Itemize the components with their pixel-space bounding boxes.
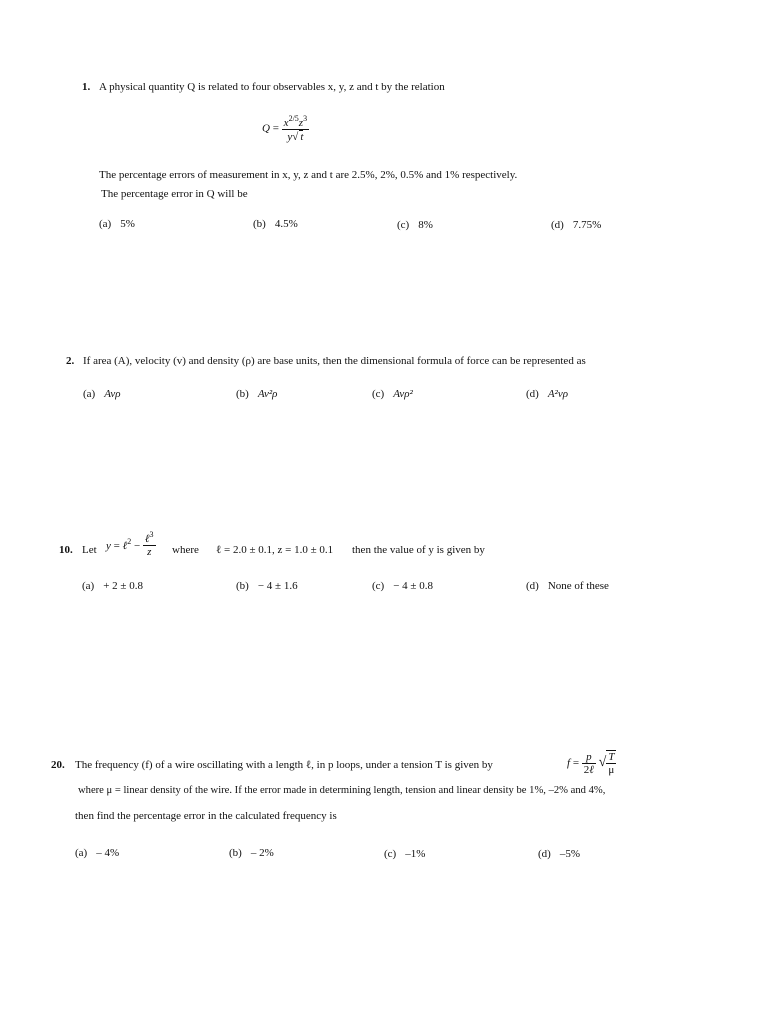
option-c[interactable] bbox=[372, 580, 433, 592]
formula-y: y = ℓ$^2$ − $\frac{\ell^3}{z}$ bbox=[106, 530, 154, 558]
option-a[interactable] bbox=[83, 388, 121, 400]
option-label: (b) bbox=[229, 847, 242, 859]
option-label: (d) bbox=[526, 580, 539, 592]
question-stem: The frequency (f) of a wire oscillating with a length ℓ, in p loops, under a tension T is given by bbox=[75, 759, 493, 771]
question-stem: If area (A), velocity (v) and density (ρ) are base units, then the dimensional formula of force can be represented as bbox=[83, 355, 586, 367]
option-label: (c) bbox=[384, 848, 397, 860]
option-text: 4.5% bbox=[274, 218, 298, 230]
option-label: (a) bbox=[99, 218, 112, 230]
option-text: A²vρ bbox=[547, 388, 569, 400]
option-text: Av²ρ bbox=[257, 388, 278, 400]
option-b[interactable] bbox=[229, 847, 274, 859]
option-a[interactable] bbox=[82, 580, 143, 592]
option-text: 5% bbox=[120, 218, 135, 230]
option-b[interactable] bbox=[253, 218, 298, 230]
question-stem-line3: The percentage error in Q will be bbox=[101, 188, 248, 200]
option-text: Avρ² bbox=[393, 388, 413, 400]
option-label: (c) bbox=[372, 388, 385, 400]
option-b[interactable] bbox=[236, 388, 277, 400]
option-label: (d) bbox=[551, 219, 564, 231]
question-stem-where: where bbox=[172, 544, 199, 556]
question-stem-line2: where μ = linear density of the wire. If the error made in determining length, tension and linear density be 1%, –2% and 4%, bbox=[78, 785, 606, 796]
option-label: (b) bbox=[253, 218, 266, 230]
question-number: 20. bbox=[51, 759, 65, 771]
option-text: + 2 ± 0.8 bbox=[103, 580, 143, 592]
question-stem-suffix: then the value of y is given by bbox=[352, 544, 485, 556]
option-text: − 4 ± 1.6 bbox=[257, 580, 298, 592]
option-label: (a) bbox=[75, 847, 88, 859]
option-label: (a) bbox=[83, 388, 96, 400]
option-text: − 4 ± 0.8 bbox=[393, 580, 433, 592]
formula-q: Q = $\frac{x^{2/5}z^3}{y√ t}$ bbox=[262, 114, 308, 143]
question-stem-prefix: Let bbox=[82, 544, 97, 556]
option-label: (d) bbox=[538, 848, 551, 860]
option-text: 8% bbox=[418, 219, 433, 231]
option-text: 7.75% bbox=[572, 219, 602, 231]
option-text: –5% bbox=[559, 848, 580, 860]
option-text: –1% bbox=[405, 848, 426, 860]
question-stem-line2: The percentage errors of measurement in x, y, z and t are 2.5%, 2%, 0.5% and 1% respectively. bbox=[99, 169, 518, 181]
option-text: – 2% bbox=[250, 847, 274, 859]
question-number: 10. bbox=[59, 544, 73, 556]
option-a[interactable] bbox=[75, 847, 119, 859]
option-d[interactable] bbox=[551, 219, 601, 231]
option-c[interactable] bbox=[384, 848, 425, 860]
option-label: (b) bbox=[236, 580, 249, 592]
option-a[interactable] bbox=[99, 218, 135, 230]
option-d[interactable] bbox=[526, 580, 609, 592]
option-label: (d) bbox=[526, 388, 539, 400]
option-text: – 4% bbox=[96, 847, 120, 859]
question-stem-values: ℓ = 2.0 ± 0.1, z = 1.0 ± 0.1 bbox=[216, 544, 334, 556]
option-c[interactable] bbox=[372, 388, 413, 400]
option-text: None of these bbox=[547, 580, 609, 592]
question-stem-line3: then find the percentage error in the calculated frequency is bbox=[75, 810, 337, 822]
option-b[interactable] bbox=[236, 580, 298, 592]
question-number: 2. bbox=[66, 355, 75, 367]
option-d[interactable] bbox=[526, 388, 568, 400]
question-stem: A physical quantity Q is related to four observables x, y, z and t by the relation bbox=[99, 81, 445, 93]
option-d[interactable] bbox=[538, 848, 580, 860]
formula-f: f = $\frac{p}{\text{2ℓ}}$ √ $\frac{T}{\mu}$ bbox=[567, 750, 615, 776]
option-text: Avρ bbox=[104, 388, 121, 400]
option-label: (a) bbox=[82, 580, 95, 592]
option-label: (c) bbox=[372, 580, 385, 592]
question-number: 1. bbox=[82, 81, 91, 93]
option-label: (b) bbox=[236, 388, 249, 400]
option-c[interactable] bbox=[397, 219, 433, 231]
option-label: (c) bbox=[397, 219, 410, 231]
